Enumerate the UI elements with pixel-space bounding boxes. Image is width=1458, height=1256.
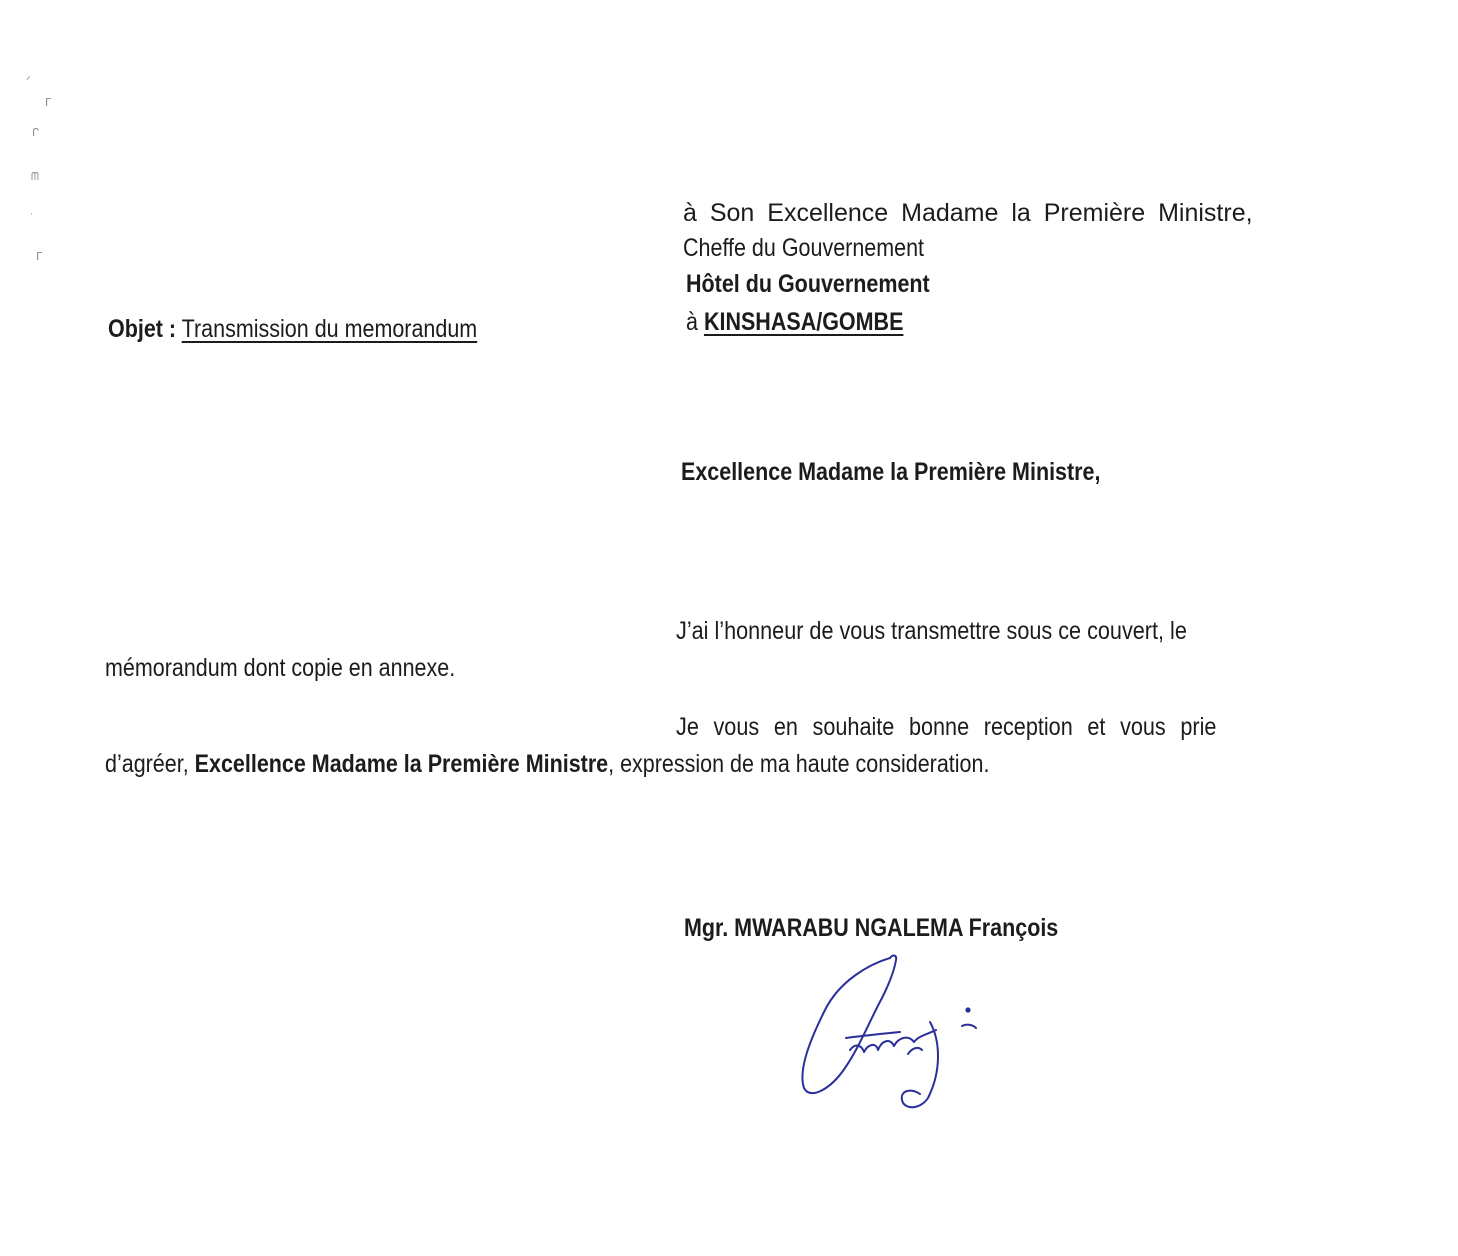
recipient-line-4 — [686, 304, 903, 340]
margin-mark: ᒥ — [36, 250, 43, 263]
recipient-line-3: Hôtel du Gouvernement — [686, 270, 930, 298]
subject-label: Objet : — [108, 315, 177, 343]
margin-mark: ᒥ — [45, 96, 52, 109]
body-p2-start: d’agréer, — [105, 750, 189, 778]
margin-mark: ᐧ — [30, 208, 33, 221]
margin-mark: ᗰ — [31, 170, 39, 183]
salutation: Excellence Madame la Première Ministre, — [681, 458, 1101, 486]
margin-mark: ᐟ — [26, 74, 31, 87]
margin-mark: ᒋ — [32, 126, 39, 139]
signatory-name: Mgr. MWARABU NGALEMA François — [684, 914, 1059, 942]
body-p1-line1: J’ai l’honneur de vous transmettre sous ce couvert, le — [676, 617, 1187, 645]
body-p2-end: , expression de ma haute consideration. — [608, 750, 990, 778]
recipient-place: KINSHASA/GOMBE — [703, 308, 904, 336]
handwritten-signature — [790, 950, 990, 1120]
recipient-line-4-prefix: à — [686, 308, 698, 336]
body-p1-line2: mémorandum dont copie en annexe. — [105, 654, 456, 682]
body-p2-line1: Je vous en souhaite bonne reception et vous prie — [676, 713, 1217, 741]
subject-text: Transmission du memorandum — [181, 315, 478, 343]
subject-line — [108, 311, 477, 347]
body-p2-bold: Excellence Madame la Première Ministre — [194, 750, 609, 778]
recipient-line-1-text: à Son Excellence Madame la Première Ministre, — [683, 199, 1253, 227]
body-p2-line2 — [105, 746, 989, 782]
recipient-line-2: Cheffe du Gouvernement — [683, 234, 925, 262]
recipient-line-1 — [683, 195, 1253, 231]
